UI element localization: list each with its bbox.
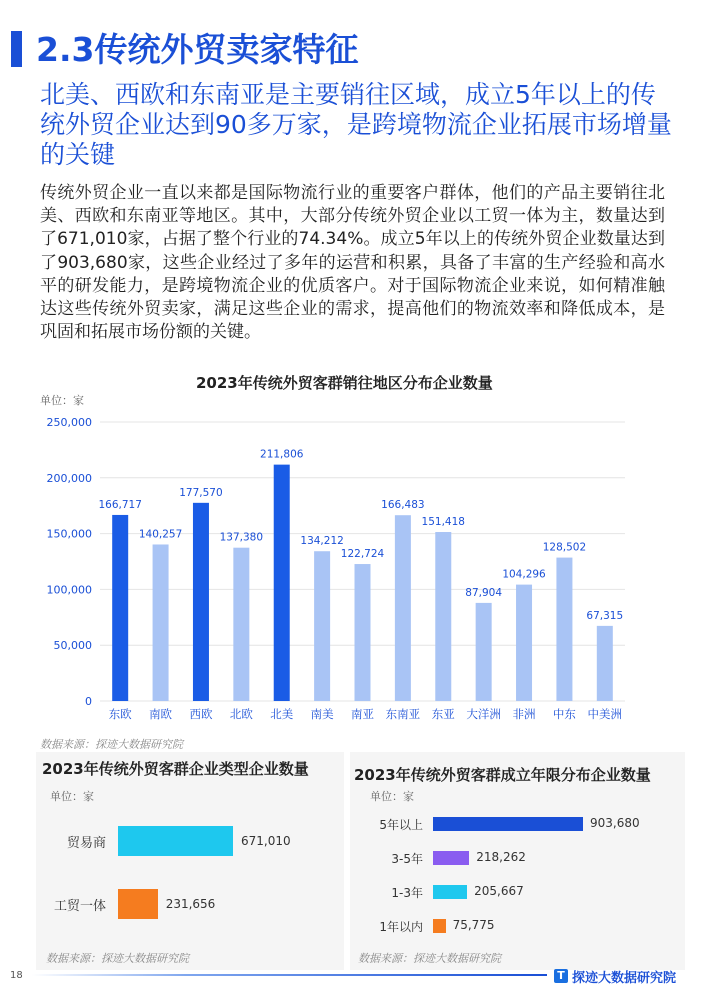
x-tick-label: 东南亚 [385,707,421,721]
x-tick-label: 南美 [310,707,334,721]
section-subtitle: 北美、西欧和东南亚是主要销往区域，成立5年以上的传统外贸企业达到90多万家，是跨境物流企业拓展市场增量的关键 [40,80,672,169]
years-bar-value: 205,667 [474,884,524,898]
type-chart-unit: 单位：家 [50,790,94,803]
footer-divider [32,974,547,976]
main-chart-unit: 单位：家 [40,394,84,407]
type-bar-value: 671,010 [241,834,291,848]
bar-value-label: 140,257 [138,528,183,541]
x-tick-label: 南亚 [351,707,374,721]
years-bar-label: 5年以上 [379,818,423,832]
years-bar [433,919,446,933]
x-tick-label: 南欧 [149,707,173,721]
x-tick-label: 东亚 [431,707,455,721]
bar [274,465,290,701]
years-established-panel [350,752,685,970]
bar [556,558,572,701]
years-bar [433,885,467,899]
bar [516,585,532,701]
y-tick-label: 50,000 [53,639,92,653]
y-tick-label: 250,000 [46,416,92,429]
bar-value-label: 104,296 [502,568,546,581]
bar-value-label: 166,483 [381,499,425,512]
y-tick-label: 100,000 [46,583,92,597]
bar-value-label: 87,904 [465,586,503,599]
bar [314,551,330,701]
enterprise-type-panel [36,752,344,970]
bar-value-label: 151,418 [421,516,465,529]
bar [476,603,492,701]
years-bar-label: 1-3年 [391,886,423,900]
years-bar [433,817,583,831]
y-tick-label: 0 [85,695,92,708]
bar [435,532,451,701]
bar [112,515,128,701]
bar-value-label: 177,570 [179,486,223,499]
years-bar-value: 218,262 [476,850,526,864]
main-chart-source: 数据来源：探迹大数据研究院 [40,738,183,751]
bar-value-label: 166,717 [98,498,142,511]
brand-name: 探迹大数据研究院 [572,971,677,986]
bar [597,626,613,701]
x-tick-label: 中美洲 [587,707,623,721]
bar-value-label: 137,380 [219,531,264,544]
type-bar [118,889,158,919]
bar [395,515,411,701]
type-chart-title: 2023年传统外贸客群企业类型企业数量 [42,760,309,778]
bar [233,548,249,701]
x-tick-label: 西欧 [189,707,213,721]
type-bar [118,826,233,856]
years-chart-title: 2023年传统外贸客群成立年限分布企业数量 [354,766,651,784]
y-tick-label: 200,000 [46,471,92,485]
bar-value-label: 67,315 [586,609,624,622]
section-title: 2.3传统外贸卖家特征 [36,30,359,69]
type-bar-value: 231,656 [165,897,216,911]
type-chart-source: 数据来源：探迹大数据研究院 [46,952,189,965]
bar [193,503,209,701]
years-chart-source: 数据来源：探迹大数据研究院 [358,952,501,965]
brand-logo-icon: T [554,969,568,983]
x-tick-label: 北美 [270,707,294,721]
bar-value-label: 211,806 [260,448,304,461]
x-tick-label: 大洋洲 [466,707,501,721]
bar [153,544,169,701]
page-number: 18 [10,970,23,981]
main-chart-title: 2023年传统外贸客群销往地区分布企业数量 [196,374,493,392]
years-bar [433,851,469,865]
bar [355,564,371,701]
years-chart-unit: 单位：家 [370,790,414,803]
bar-value-label: 134,212 [300,535,344,548]
y-tick-label: 150,000 [46,527,92,541]
years-bar-value: 75,775 [452,918,495,932]
body-paragraph: 传统外贸企业一直以来都是国际物流行业的重要客户群体，他们的产品主要销往北美、西欧和东南亚等地区。其中，大部分传统外贸企业以工贸一体为主，数量达到了671,010家，占据了整个行业的74.34%。成立5年以上的传统外贸企业数量达到了903,680家，这些企业经过了多年的运营和积累，具备了丰富的生产经验和高水平的研发能力，是跨境物流企业的优质客户。对于国际物流企业来说，如何精准触达这些传统外贸卖家，满足这些企业的需求，提高他们的物流效率和降低成本，是巩固和拓展市场份额的关键。 [40,183,665,343]
x-tick-label: 非洲 [512,707,536,721]
years-bar-value: 903,680 [590,816,640,830]
type-bar-label: 工贸一体 [53,899,106,914]
x-tick-label: 中东 [552,707,576,721]
x-tick-label: 东欧 [108,707,132,721]
years-bar-label: 1年以内 [379,920,423,934]
title-accent-bar [11,31,22,67]
bar-value-label: 122,724 [340,548,385,561]
x-tick-label: 北欧 [229,707,253,721]
bar-value-label: 128,502 [542,541,587,554]
main-bar-chart [0,395,710,740]
type-bar-label: 贸易商 [66,836,106,851]
years-bar-label: 3-5年 [391,852,423,866]
